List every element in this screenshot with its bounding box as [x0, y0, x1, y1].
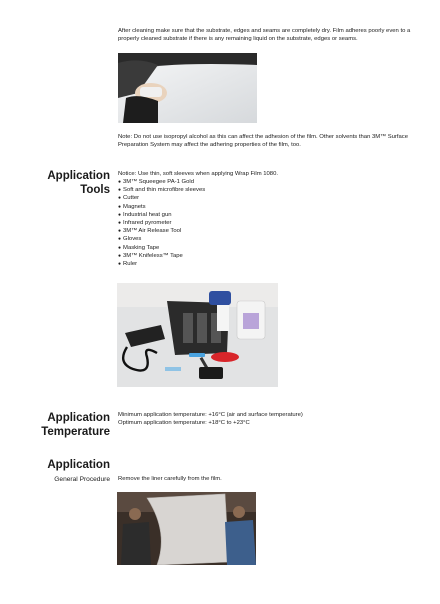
list-item: ● 3M™ Squeegee PA-1 Gold — [118, 178, 418, 186]
list-item: ● Soft and thin microfibre sleeves — [118, 186, 418, 194]
list-item: ● Infrared pyrometer — [118, 219, 418, 227]
list-item: ● Gloves — [118, 235, 418, 243]
tools-heading-line2: Tools — [80, 184, 110, 196]
cleaning-photo — [118, 53, 257, 123]
intro-paragraph: After cleaning make sure that the substrate, edges and seams are completely dry. Film adheres poorly even to a properly cleaned substrate if there is any remaining liquid on the substrate, edges or seams. — [118, 28, 411, 42]
temperature-optimum-text: Optimum application temperature: +18°C to +23°C — [118, 420, 250, 426]
list-item: ● 3M™ Knifeless™ Tape — [118, 252, 418, 260]
liner-removal-photo — [117, 492, 256, 565]
list-item: ● Industrial heat gun — [118, 211, 418, 219]
temperature-min-text: Minimum application temperature: +16°C (air and surface temperature) — [118, 412, 303, 418]
list-item: ● Magnets — [118, 203, 418, 211]
tools-list — [118, 178, 418, 268]
tools-photo — [117, 283, 278, 387]
note-paragraph: Note: Do not use isopropyl alcohol as this can affect the adhesion of the film. Other solvents than 3M™ Surface Preparation System may affect the adhering properties of the film, too. — [118, 134, 408, 148]
procedure-heading: Application — [47, 459, 110, 471]
temperature-heading-line2: Temperature — [41, 426, 110, 438]
tools-notice: Notice: Use thin, soft sleeves when applying Wrap Film 1080. — [118, 171, 278, 177]
list-item: ● Ruler — [118, 260, 418, 268]
procedure-subheading: General Procedure — [54, 476, 110, 483]
list-item: ● Cutter — [118, 194, 418, 202]
list-item: ● 3M™ Air Release Tool — [118, 227, 418, 235]
list-item: ● Masking Tape — [118, 244, 418, 252]
procedure-text: Remove the liner carefully from the film. — [118, 476, 222, 482]
temperature-heading-line1: Application — [47, 412, 110, 424]
tools-heading-line1: Application — [47, 170, 110, 182]
